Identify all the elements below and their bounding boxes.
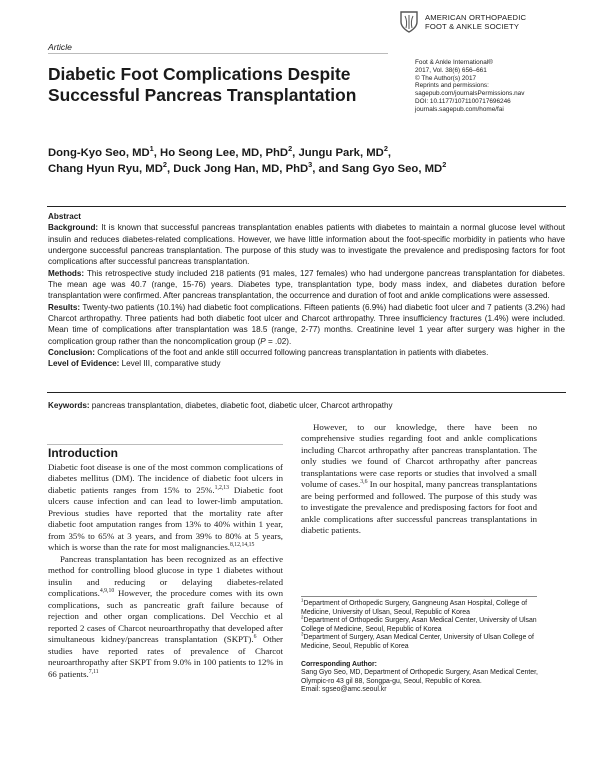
intro-p3-text: However, to our knowledge, there have been no comprehensive studies regarding foot and ankle complications including Charcot arthropathy after pancreas transplantation. The only studies we found of Charcot arthropathy after pancreas transplantations were case reports or studies that involved a small volume of cases. bbox=[301, 422, 537, 490]
abstract-evidence-text: Level III, comparative study bbox=[119, 359, 221, 369]
author-separator: , bbox=[292, 147, 299, 159]
author-name: Sang Gyo Seo, MD bbox=[341, 162, 443, 175]
affiliation-sup: 3 bbox=[301, 632, 304, 638]
abstract-results-label: Results: bbox=[48, 302, 81, 312]
author-name: Chang Hyun Ryu, MD bbox=[48, 162, 163, 175]
abstract-conclusion-label: Conclusion: bbox=[48, 348, 95, 358]
affiliation-item bbox=[301, 614, 546, 634]
abstract-p-value-symbol: P bbox=[260, 336, 266, 346]
society-name-line2: FOOT & ANKLE SOCIETY bbox=[425, 22, 520, 31]
author-list bbox=[48, 146, 568, 177]
abstract-results bbox=[48, 302, 565, 347]
journal-info bbox=[415, 59, 575, 114]
author-separator: , bbox=[387, 147, 392, 159]
citation-sup[interactable]: 3,6 bbox=[360, 479, 368, 486]
abstract-methods-label: Methods: bbox=[48, 268, 85, 278]
keywords-label: Keywords: bbox=[48, 401, 90, 410]
abstract-conclusion-text: Complications of the foot and ankle still occurred following pancreas transplantation in patients with diabetes. bbox=[94, 348, 489, 358]
society-name bbox=[425, 13, 526, 31]
author-name: Dong-Kyo Seo, MD bbox=[48, 147, 150, 159]
author-separator: , bbox=[166, 162, 174, 175]
title-line2: Successful Pancreas Transplantation bbox=[48, 84, 357, 105]
affiliation-text: Department of Surgery, Asan Medical Center, University of Ulsan College of Medicine, Seoul, Republic of Korea bbox=[301, 634, 534, 650]
abstract-evidence bbox=[48, 358, 565, 369]
intro-paragraph-3 bbox=[301, 422, 537, 537]
intro-p2-text-cont: However, the procedure comes with its own complications, such as pancreatic graft failure because of rejection and other organ complications. Del Vecchio et al reported 2 cases of Charcot neuroarthropathy that developed after simultaneous kidney/pancreas transplantation (SKPT). bbox=[48, 588, 283, 645]
society-name-line1: AMERICAN ORTHOPAEDIC bbox=[425, 13, 527, 22]
author-affiliation-sup: 2 bbox=[442, 159, 447, 169]
author-name: Duck Jong Han, MD, PhD bbox=[173, 162, 309, 175]
author-separator: , bbox=[153, 147, 161, 159]
article-title bbox=[48, 64, 388, 105]
abstract-background-text: It is known that successful pancreas transplantation enables patients with diabetes to maintain a normal glucose level without insulin and reduces diabetes-related complications. However, we have little information about the foot-specific morbidity in patients who have undergone successful pancreas transplantation. The purpose of this study was to investigate the prevalence and predisposing factors for foot complications after successful pancreas transplantation. bbox=[48, 223, 565, 267]
abstract-evidence-label: Level of Evidence: bbox=[48, 359, 120, 369]
affiliation-text: Department of Orthopedic Surgery, Asan Medical Center, University of Ulsan College of Medicine, Seoul, Republic of Korea bbox=[301, 617, 537, 633]
abstract-results-text: Twenty-two patients (10.1%) had diabetic foot complications. Fifteen patients (6.9%) had diabetic foot ulcer and 7 patients (3.2%) had Charcot arthropathy. Three patients had both diabetic foot ulcer and Charcot arthropathy. Three insufficiency fractures (1.4%) were included. Mean time of complications after transplantation was 18.5 (range, 2-77) months. Creatinine level 1 year after surgery was higher in the complication group rather than the noncomplication group ( bbox=[48, 302, 565, 346]
body-column-right bbox=[301, 422, 537, 537]
journal-doi-link[interactable]: DOI: 10.1177/1071100717696246 bbox=[415, 97, 511, 105]
journal-volume: 2017, Vol. 38(6) 656–661 bbox=[415, 66, 487, 74]
intro-divider bbox=[47, 444, 283, 445]
corresponding-author-address: Sang Gyo Seo, MD, Department of Orthopedic Surgery, Asan Medical Center, Olympic-ro 43 gil 88, Songpa-gu, Seoul, Republic of Korea. bbox=[301, 669, 538, 685]
abstract-background-label: Background: bbox=[48, 223, 99, 233]
corresponding-author-email[interactable]: Email: sgseo@amc.seoul.kr bbox=[301, 686, 387, 694]
intro-paragraph-1 bbox=[48, 462, 283, 554]
journal-name: Foot & Ankle International® bbox=[415, 59, 493, 66]
society-emblem-icon bbox=[399, 10, 419, 34]
author-name: Ho Seong Lee, MD, PhD bbox=[160, 147, 289, 159]
author-affiliation-sup: 2 bbox=[288, 144, 293, 154]
affiliations bbox=[301, 597, 546, 695]
title-line1: Diabetic Foot Complications Despite bbox=[48, 64, 351, 84]
citation-sup[interactable]: 7,11 bbox=[88, 668, 99, 675]
author-separator: , and bbox=[312, 162, 342, 175]
abstract-methods bbox=[48, 268, 565, 302]
intro-p2-text-end: Other studies have reported rates of prevalence of Charcot neuroarthropathy after SKPT from 9.0% in 100 patients to 12% in 66 patients. bbox=[48, 634, 283, 679]
abstract-methods-text: This retrospective study included 218 patients (91 males, 127 females) who had undergone pancreas transplantation for diabetes. The mean age was 40.7 (range, 15-76) years. Diabetes type, transplantation type, body mass index, and diabetes duration before transplantation were confirmed. After pancreas transplantation, the occurrence and duration of foot and ankle complications were assessed. bbox=[48, 268, 565, 301]
citation-sup[interactable]: 6 bbox=[253, 634, 257, 641]
citation-sup[interactable]: 8,12,14,15 bbox=[229, 542, 255, 549]
affiliations-divider bbox=[301, 596, 537, 597]
journal-copyright: © The Author(s) 2017 bbox=[415, 74, 477, 82]
header-divider bbox=[48, 53, 388, 54]
citation-sup[interactable]: 4,9,10 bbox=[99, 588, 115, 595]
abstract-background bbox=[48, 222, 565, 267]
intro-p1-text: Diabetic foot disease is one of the most common complications of diabetes mellitus (DM). The incidence of diabetic foot ulcers in diabetic patients ranges from 15% to 25%. bbox=[48, 462, 283, 495]
keywords-text: pancreas transplantation, diabetes, diabetic foot, diabetic ulcer, Charcot arthropathy bbox=[89, 401, 393, 410]
affiliation-item bbox=[301, 634, 546, 651]
affiliation-item bbox=[301, 597, 546, 617]
abstract-heading: Abstract bbox=[48, 212, 81, 221]
author-name: Jungu Park, MD bbox=[298, 147, 384, 159]
author-line2 bbox=[48, 159, 568, 178]
article-type-label: Article bbox=[48, 42, 72, 52]
affiliation-sup: 1 bbox=[301, 597, 304, 603]
journal-permissions-link[interactable]: sagepub.com/journalsPermissions.nav bbox=[415, 90, 525, 98]
abstract-conclusion bbox=[48, 347, 565, 358]
affiliation-sup: 2 bbox=[301, 614, 304, 620]
intro-p2-text: Pancreas transplantation has been recognized as an effective method for controlling blood glucose in type 1 diabetes without insulin and reducing or delaying diabetes-related complications. bbox=[48, 553, 283, 599]
author-affiliation-sup: 2 bbox=[383, 144, 388, 154]
body-column-left bbox=[48, 462, 283, 680]
author-affiliation-sup: 1 bbox=[149, 144, 154, 154]
intro-p3-text-cont: In our hospital, many pancreas transplantations are being performed and followed. The purpose of this study was to investigate the prevalence and predisposing factors for foot and ankle complications after successful pancreas transplantations in diabetic patients. bbox=[301, 479, 538, 536]
corresponding-author-heading: Corresponding Author: bbox=[301, 660, 377, 668]
affiliation-text: Department of Orthopedic Surgery, Gangneung Asan Hospital, College of Medicine, University of Ulsan, Seoul, Republic of Korea bbox=[301, 600, 528, 616]
intro-p1-text-cont: Diabetic foot ulcers cause infection and can lead to lower-limb amputation. Previous studies have reported that the mortality rate after diabetic foot amputation ranges from 13% to 40% within 1 year, from 35% to 65% at 3 years, and from 39% to 80% at 5 years, which is worse than the rate for most malignancies. bbox=[48, 484, 284, 553]
journal-reprints-label: Reprints and permissions: bbox=[415, 82, 489, 90]
citation-sup[interactable]: 1,2,13 bbox=[214, 485, 230, 492]
keywords bbox=[48, 400, 565, 411]
abstract-results-tail: = .02). bbox=[265, 336, 292, 346]
intro-heading: Introduction bbox=[48, 446, 118, 460]
journal-home-link[interactable]: journals.sagepub.com/home/fai bbox=[415, 105, 504, 113]
abstract bbox=[48, 211, 565, 370]
author-affiliation-sup: 2 bbox=[162, 159, 167, 169]
intro-paragraph-2 bbox=[48, 554, 283, 680]
author-affiliation-sup: 3 bbox=[308, 159, 313, 169]
